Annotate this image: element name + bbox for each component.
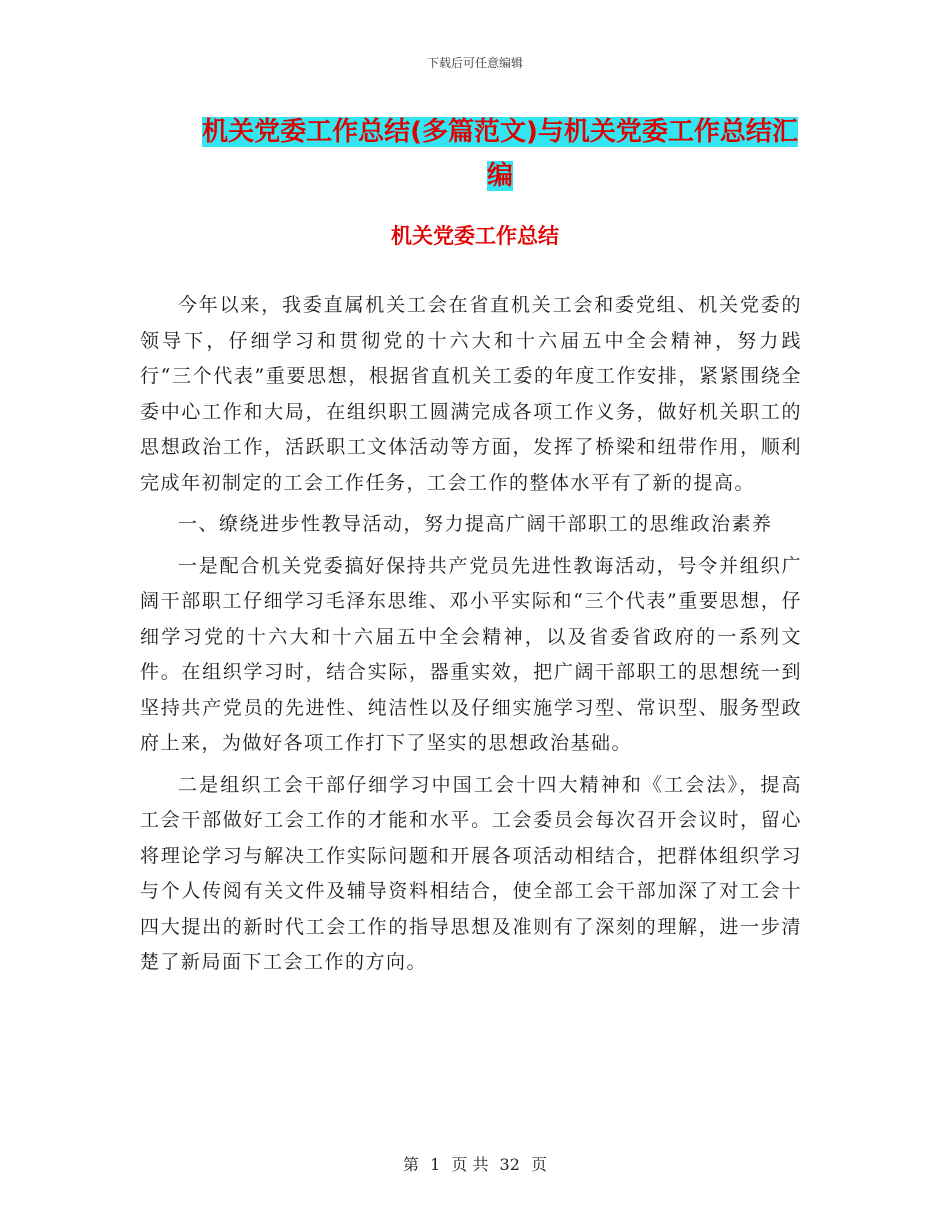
- footer-prefix: 第: [402, 1155, 419, 1174]
- header-note: 下载后可任意编辑: [426, 56, 523, 70]
- paragraph-heading-one: 一、缭绕进步性教导活动，努力提高广阔干部职工的思维政治素养: [178, 513, 773, 535]
- footer-total-pages: 32: [499, 1155, 520, 1174]
- footer-current-page: 1: [430, 1155, 441, 1174]
- paragraph-intro: 今年以来，我委直属机关工会在省直机关工会和委党组、机关党委的领导下，仔细学习和贯彻党的十六大和十六届五中全会精神，努力践行“三个代表”重要思想，根据省直机关工委的年度工作安排，紧紧围绕全委中心工作和大局，在组织职工圆满完成各项工作义务，做好机关职工的思想政治工作，活跃职工文体活动等方面，发挥了桥梁和纽带作用，顺利完成年初制定的工会工作任务，工会工作的整体水平有了新的提高。: [140, 294, 802, 494]
- footer-suffix: 页: [531, 1155, 548, 1174]
- document-title-text: 机关党委工作总结(多篇范文)与机关党委工作总结汇编: [202, 117, 798, 191]
- paragraph-item-one: 一是配合机关党委搞好保持共产党员先进性教诲活动，号令并组织广阔干部职工仔细学习毛泽东思维、邓小平实际和“三个代表”重要思想，仔细学习党的十六大和十六届五中全会精神，以及省委省政府的一系列文件。在组织学习时，结合实际，器重实效，把广阔干部职工的思想统一到坚持共产党员的先进性、纯洁性以及仔细实施学习型、常识型、服务型政府上来，为做好各项工作打下了坚实的思想政治基础。: [140, 554, 802, 754]
- footer-middle: 页 共: [451, 1155, 489, 1174]
- page-footer: [0, 1152, 950, 1175]
- document-title: [190, 110, 810, 198]
- paragraph-item-two: 二是组织工会干部仔细学习中国工会十四大精神和《工会法》，提高工会干部做好工会工作的才能和水平。工会委员会每次召开会议时，留心将理论学习与解决工作实际问题和开展各项活动相结合，把群体组织学习与个人传阅有关文件及辅导资料相结合，使全部工会干部加深了对工会十四大提出的新时代工会工作的指导思想及准则有了深刻的理解，进一步清楚了新局面下工会工作的方向。: [140, 773, 802, 973]
- section-title: 机关党委工作总结: [391, 224, 559, 248]
- document-body: [140, 288, 802, 987]
